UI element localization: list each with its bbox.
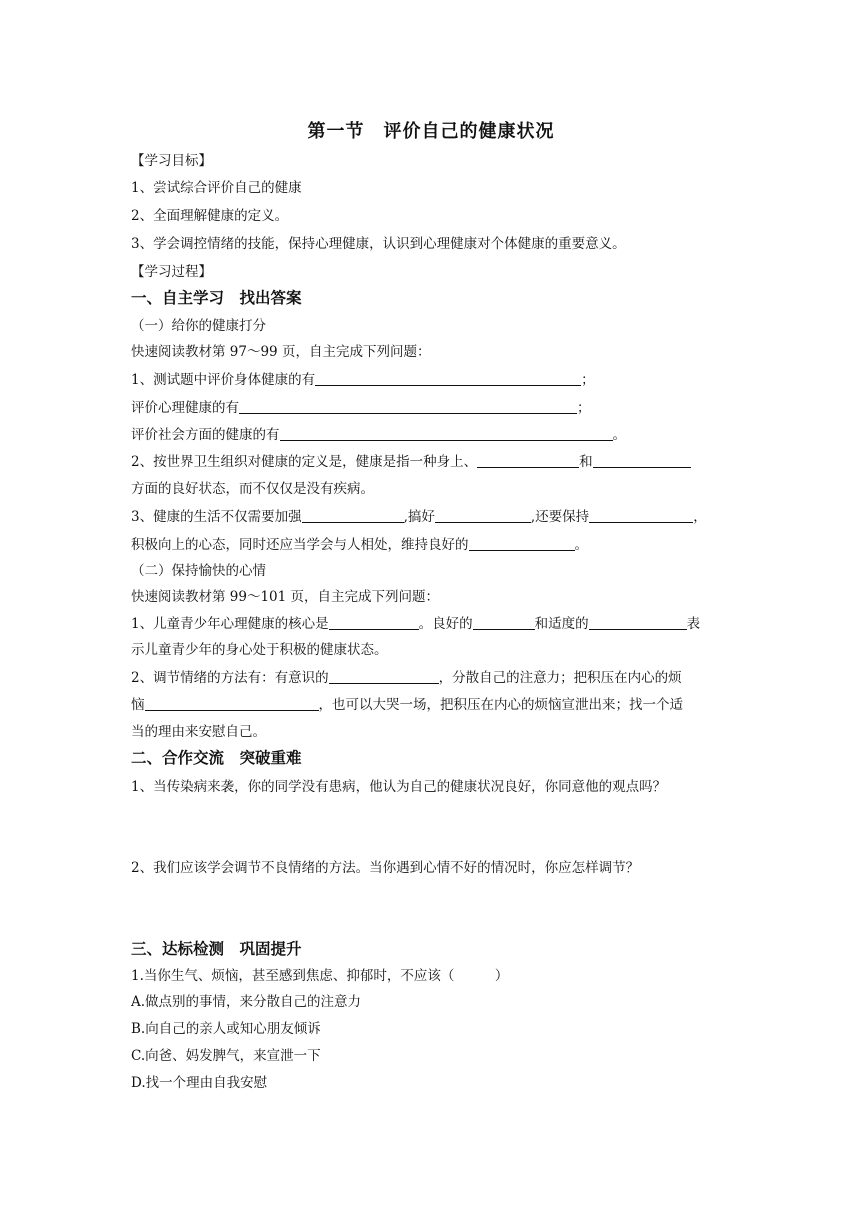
answer-blank[interactable]	[435, 507, 531, 523]
part1-intro: 快速阅读教材第 97～99 页，自主完成下列问题：	[131, 344, 431, 360]
section3-heading: 三、达标检测 巩固提升	[131, 940, 302, 958]
answer-blank[interactable]	[329, 668, 439, 684]
question-line: 1、儿童青少年心理健康的核心是 。良好的 和适度的 表	[131, 616, 701, 632]
discussion-question: 2、我们应该学会调节不良情绪的方法。当你遇到心情不好的情况时，你应怎样调节？	[131, 860, 640, 876]
question-line: 评价心理健康的有 ；	[131, 400, 591, 416]
goal-item: 3、学会调控情绪的技能，保持心理健康，认识到心理健康对个体健康的重要意义。	[131, 236, 626, 252]
question-line: 积极向上的心态，同时还应当学会与人相处，维持良好的 。	[131, 537, 588, 553]
goal-item: 2、全面理解健康的定义。	[131, 208, 289, 224]
answer-blank[interactable]	[477, 452, 579, 468]
quiz-option-c[interactable]: C.向爸、妈发脾气，来宣泄一下	[131, 1048, 321, 1064]
question-line: 2、按世界卫生组织对健康的定义是，健康是指一种身上、 和	[131, 452, 691, 472]
quiz-question: 1.当你生气、烦恼，甚至感到焦虑、抑郁时，不应该（ ）	[131, 968, 509, 984]
answer-blank[interactable]	[329, 614, 419, 630]
goals-header: 【学习目标】	[131, 153, 212, 169]
part2-intro: 快速阅读教材第 99～101 页，自主完成下列问题：	[131, 589, 440, 605]
answer-blank[interactable]	[469, 535, 575, 551]
question-line: 3、健康的生活不仅需要加强 ,搞好 ,还要保持 ，	[131, 509, 707, 525]
part2-subheading: （二）保持愉快的心情	[131, 563, 266, 579]
answer-blank[interactable]	[280, 425, 613, 441]
quiz-option-a[interactable]: A.做点别的事情，来分散自己的注意力	[131, 994, 362, 1010]
answer-blank[interactable]	[145, 695, 319, 711]
section2-heading: 二、合作交流 突破重难	[131, 749, 302, 767]
page-title: 第一节 评价自己的健康状况	[307, 121, 555, 142]
question-line: 当的理由来安慰自己。	[131, 724, 266, 740]
question-line: 2、调节情绪的方法有：有意识的 ，分散自己的注意力；把积压在内心的烦	[131, 670, 682, 686]
question-line: 评价社会方面的健康的有 。	[131, 427, 626, 443]
quiz-option-b[interactable]: B.向自己的亲人或知心朋友倾诉	[131, 1021, 321, 1037]
discussion-question: 1、当传染病来袭，你的同学没有患病，他认为自己的健康状况良好，你同意他的观点吗？	[131, 779, 667, 795]
answer-blank[interactable]	[315, 370, 581, 386]
question-line: 恼 ，也可以大哭一场，把积压在内心的烦恼宣泄出来；找一个适	[131, 697, 683, 713]
process-header: 【学习过程】	[131, 264, 212, 280]
answer-blank[interactable]	[589, 614, 687, 630]
question-line: 1、测试题中评价身体健康的有 ；	[131, 372, 595, 388]
goal-item: 1、尝试综合评价自己的健康	[131, 180, 302, 196]
answer-blank[interactable]	[302, 507, 404, 523]
section1-heading: 一、自主学习 找出答案	[131, 289, 302, 307]
quiz-option-d[interactable]: D.找一个理由自我安慰	[131, 1075, 268, 1091]
answer-blank[interactable]	[593, 452, 691, 468]
answer-blank[interactable]	[589, 507, 693, 523]
question-line: 方面的良好状态，而不仅仅是没有疾病。	[131, 481, 374, 497]
question-line: 示儿童青少年的身心处于积极的健康状态。	[131, 642, 388, 658]
answer-blank[interactable]	[473, 614, 535, 630]
answer-blank[interactable]	[239, 398, 577, 414]
part1-subheading: （一）给你的健康打分	[131, 318, 266, 334]
